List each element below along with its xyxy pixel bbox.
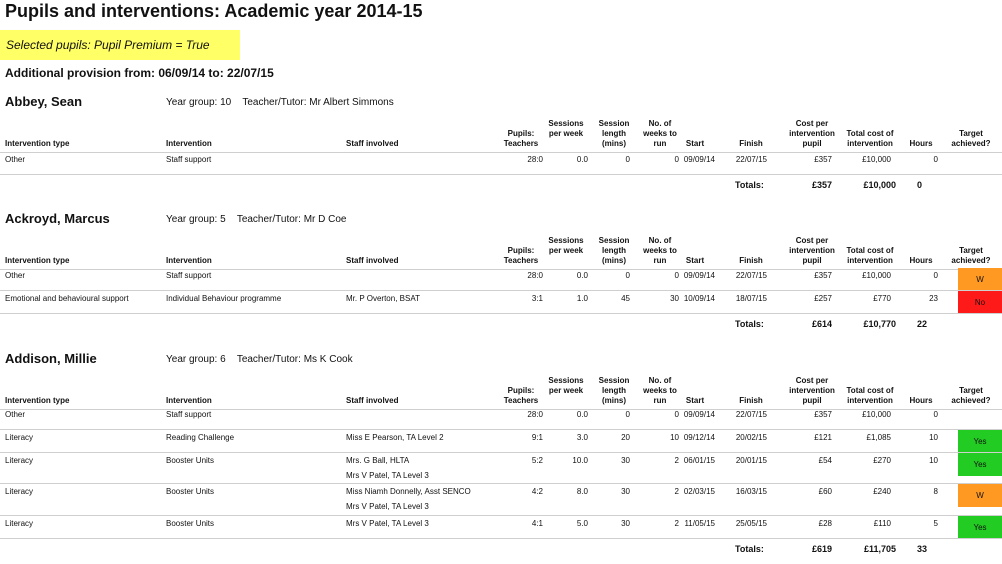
year-group: Year group: 5 xyxy=(166,214,226,225)
col-total-text: Total cost of intervention xyxy=(846,129,894,148)
cell-length: 45 xyxy=(621,294,630,303)
col-staff-text: Staff involved xyxy=(346,396,399,405)
totals-label: Totals: xyxy=(735,180,764,190)
col-finish-text: Finish xyxy=(739,139,763,148)
col-target xyxy=(940,129,1002,149)
target-badge: Yes xyxy=(958,453,1002,476)
col-type-text: Intervention type xyxy=(5,396,70,405)
pupil-meta xyxy=(166,97,394,108)
cell-staff: Mr. P Overton, BSAT xyxy=(346,294,420,303)
col-intervention xyxy=(166,256,316,266)
col-length xyxy=(592,376,636,406)
cell-cost: £357 xyxy=(814,410,832,419)
col-total xyxy=(838,246,902,266)
col-length-text: Session length (mins) xyxy=(598,236,630,265)
col-cost xyxy=(783,119,841,149)
cell-total: £10,000 xyxy=(862,410,891,419)
cell-start: 06/01/15 xyxy=(683,456,715,465)
col-staff xyxy=(346,256,496,266)
cell-staff: Mrs V Patel, TA Level 3 xyxy=(346,471,429,480)
col-target xyxy=(940,246,1002,266)
col-hours-text: Hours xyxy=(909,139,933,148)
col-length xyxy=(592,236,636,266)
cell-start: 10/09/14 xyxy=(683,294,715,303)
col-hours-text: Hours xyxy=(909,256,933,265)
row-divider xyxy=(0,538,1002,539)
col-intervention-text: Intervention xyxy=(166,396,212,405)
cell-cost: £357 xyxy=(814,271,832,280)
cell-hours: 10 xyxy=(929,433,938,442)
cell-intervention: Reading Challenge xyxy=(166,433,235,442)
cell-total: £240 xyxy=(873,487,891,496)
totals-total: £10,000 xyxy=(863,180,896,190)
teacher-tutor: Teacher/Tutor: Ms K Cook xyxy=(236,354,353,365)
cell-ratio: 5:2 xyxy=(531,456,543,465)
col-sessions-text: Sessions per week xyxy=(548,376,584,395)
cell-sessions: 1.0 xyxy=(576,294,588,303)
col-ratio xyxy=(496,386,546,406)
meta-spacer xyxy=(226,214,237,225)
cell-staff: Miss Niamh Donnelly, Asst SENCO xyxy=(346,487,471,496)
cell-ratio: 28:0 xyxy=(527,155,543,164)
cell-length: 30 xyxy=(621,487,630,496)
cell-ratio: 9:1 xyxy=(531,433,543,442)
col-cost-text: Cost per intervention pupil xyxy=(789,119,835,148)
cell-intervention-type: Literacy xyxy=(5,519,34,528)
row-divider xyxy=(0,174,1002,175)
cell-weeks: 0 xyxy=(674,271,679,280)
col-target xyxy=(940,386,1002,406)
totals-total: £10,770 xyxy=(863,319,896,329)
cell-intervention-type: Other xyxy=(5,271,26,280)
col-staff xyxy=(346,396,496,406)
cell-weeks: 2 xyxy=(674,519,679,528)
cell-start: 09/09/14 xyxy=(683,410,715,419)
cell-total: £1,085 xyxy=(866,433,891,442)
col-intervention xyxy=(166,396,316,406)
totals-cost: £614 xyxy=(811,319,832,329)
cell-cost: £357 xyxy=(814,155,832,164)
col-finish-text: Finish xyxy=(739,396,763,405)
col-cost-text: Cost per intervention pupil xyxy=(789,236,835,265)
col-cost xyxy=(783,376,841,406)
cell-intervention-type: Literacy xyxy=(5,456,34,465)
cell-sessions: 10.0 xyxy=(572,456,588,465)
cell-intervention: Booster Units xyxy=(166,487,215,496)
col-type xyxy=(5,139,155,149)
col-finish xyxy=(733,139,769,149)
cell-ratio: 3:1 xyxy=(531,294,543,303)
col-staff xyxy=(346,139,496,149)
col-total-text: Total cost of intervention xyxy=(846,386,894,405)
cell-total: £10,000 xyxy=(862,155,891,164)
col-total-text: Total cost of intervention xyxy=(846,246,894,265)
target-badge: No xyxy=(958,291,1002,314)
totals-hours: 22 xyxy=(917,319,928,329)
cell-hours: 0 xyxy=(933,155,938,164)
col-hours xyxy=(903,256,939,266)
cell-intervention: Staff support xyxy=(166,155,212,164)
cell-intervention-type: Literacy xyxy=(5,487,34,496)
cell-hours: 5 xyxy=(933,519,938,528)
cell-start: 09/09/14 xyxy=(683,155,715,164)
cell-start: 02/03/15 xyxy=(683,487,715,496)
col-hours xyxy=(903,396,939,406)
cell-staff: Miss E Pearson, TA Level 2 xyxy=(346,433,444,442)
pupil-meta xyxy=(166,214,346,225)
totals-label: Totals: xyxy=(735,319,764,329)
target-badge: Yes xyxy=(958,430,1002,453)
pupil-name: Ackroyd, Marcus xyxy=(5,211,110,226)
cell-sessions: 0.0 xyxy=(576,410,588,419)
cell-length: 20 xyxy=(621,433,630,442)
col-staff-text: Staff involved xyxy=(346,256,399,265)
row-divider xyxy=(0,429,1002,430)
col-type-text: Intervention type xyxy=(5,256,70,265)
cell-weeks: 0 xyxy=(674,410,679,419)
col-intervention xyxy=(166,139,316,149)
totals-label: Totals: xyxy=(735,544,764,554)
cell-cost: £28 xyxy=(818,519,832,528)
cell-sessions: 5.0 xyxy=(576,519,588,528)
col-cost-text: Cost per intervention pupil xyxy=(789,376,835,405)
cell-sessions: 3.0 xyxy=(576,433,588,442)
cell-sessions: 0.0 xyxy=(576,271,588,280)
target-badge: Yes xyxy=(958,516,1002,539)
col-weeks-text: No. of weeks to run xyxy=(643,119,677,148)
col-hours-text: Hours xyxy=(909,396,933,405)
cell-intervention: Staff support xyxy=(166,410,212,419)
col-target-text: Target achieved? xyxy=(951,246,991,265)
col-target-text: Target achieved? xyxy=(951,386,991,405)
cell-cost: £54 xyxy=(818,456,832,465)
cell-cost: £121 xyxy=(814,433,832,442)
col-length xyxy=(592,119,636,149)
cell-total: £110 xyxy=(873,519,891,528)
row-divider xyxy=(0,290,1002,291)
cell-length: 0 xyxy=(625,155,630,164)
col-start-text: Start xyxy=(685,256,705,265)
totals-hours: 0 xyxy=(917,180,923,190)
cell-finish: 20/02/15 xyxy=(735,433,767,442)
totals-hours: 33 xyxy=(917,544,928,554)
cell-finish: 16/03/15 xyxy=(735,487,767,496)
cell-finish: 22/07/15 xyxy=(735,155,767,164)
cell-intervention-type: Emotional and behavioural support xyxy=(5,294,129,303)
meta-spacer xyxy=(226,354,237,365)
pupil-name: Abbey, Sean xyxy=(5,94,83,109)
col-sessions xyxy=(542,119,590,139)
cell-hours: 23 xyxy=(929,294,938,303)
cell-finish: 25/05/15 xyxy=(735,519,767,528)
row-divider xyxy=(0,483,1002,484)
col-ratio-text: Pupils: Teachers xyxy=(503,246,539,265)
filter-banner: Selected pupils: Pupil Premium = True xyxy=(0,30,240,60)
col-ratio-text: Pupils: Teachers xyxy=(503,129,539,148)
cell-weeks: 0 xyxy=(674,155,679,164)
cell-ratio: 28:0 xyxy=(527,410,543,419)
col-finish xyxy=(733,396,769,406)
col-weeks xyxy=(641,376,679,406)
col-sessions xyxy=(542,376,590,396)
cell-length: 30 xyxy=(621,519,630,528)
cell-hours: 8 xyxy=(933,487,938,496)
year-group: Year group: 10 xyxy=(166,97,232,108)
teacher-tutor: Teacher/Tutor: Mr D Coe xyxy=(236,214,347,225)
cell-cost: £60 xyxy=(818,487,832,496)
pupil-name: Addison, Millie xyxy=(5,351,97,366)
cell-weeks: 30 xyxy=(670,294,679,303)
col-sessions-text: Sessions per week xyxy=(548,119,584,138)
col-total xyxy=(838,129,902,149)
col-finish-text: Finish xyxy=(739,256,763,265)
meta-spacer xyxy=(231,97,242,108)
cell-finish: 22/07/15 xyxy=(735,271,767,280)
target-badge: W xyxy=(958,268,1002,291)
cell-ratio: 4:2 xyxy=(531,487,543,496)
cell-finish: 22/07/15 xyxy=(735,410,767,419)
cell-weeks: 10 xyxy=(670,433,679,442)
col-length-text: Session length (mins) xyxy=(598,376,630,405)
cell-hours: 0 xyxy=(933,271,938,280)
cell-start: 09/12/14 xyxy=(683,433,715,442)
year-group: Year group: 6 xyxy=(166,354,226,365)
cell-start: 11/05/15 xyxy=(684,519,715,528)
report-title: Pupils and interventions: Academic year 2014-15 xyxy=(5,1,423,21)
cell-total: £770 xyxy=(873,294,891,303)
col-weeks xyxy=(641,119,679,149)
col-intervention-text: Intervention xyxy=(166,256,212,265)
cell-length: 30 xyxy=(621,456,630,465)
col-sessions xyxy=(542,236,590,256)
cell-ratio: 28:0 xyxy=(527,271,543,280)
cell-sessions: 0.0 xyxy=(576,155,588,164)
teacher-tutor: Teacher/Tutor: Mr Albert Simmons xyxy=(242,97,394,108)
col-type xyxy=(5,396,155,406)
totals-cost: £357 xyxy=(811,180,832,190)
cell-hours: 10 xyxy=(929,456,938,465)
header-divider xyxy=(0,152,1002,153)
col-weeks xyxy=(641,236,679,266)
pupil-meta xyxy=(166,354,353,365)
provision-range: Additional provision from: 06/09/14 to: 22/07/15 xyxy=(5,66,274,80)
col-start-text: Start xyxy=(685,139,705,148)
cell-intervention: Booster Units xyxy=(166,519,215,528)
col-type-text: Intervention type xyxy=(5,139,70,148)
col-sessions-text: Sessions per week xyxy=(548,236,584,255)
row-divider xyxy=(0,313,1002,314)
col-target-text: Target achieved? xyxy=(951,129,991,148)
cell-staff: Mrs. G Ball, HLTA xyxy=(346,456,410,465)
col-cost xyxy=(783,236,841,266)
col-type xyxy=(5,256,155,266)
cell-weeks: 2 xyxy=(674,487,679,496)
cell-ratio: 4:1 xyxy=(531,519,543,528)
cell-total: £270 xyxy=(873,456,891,465)
col-hours xyxy=(903,139,939,149)
target-badge: W xyxy=(958,484,1002,507)
cell-finish: 20/01/15 xyxy=(735,456,767,465)
cell-start: 09/09/14 xyxy=(683,271,715,280)
cell-length: 0 xyxy=(625,410,630,419)
cell-staff: Mrs V Patel, TA Level 3 xyxy=(346,502,429,511)
cell-finish: 18/07/15 xyxy=(735,294,767,303)
totals-cost: £619 xyxy=(811,544,832,554)
cell-weeks: 2 xyxy=(674,456,679,465)
cell-hours: 0 xyxy=(933,410,938,419)
col-start xyxy=(680,139,710,149)
col-staff-text: Staff involved xyxy=(346,139,399,148)
cell-length: 0 xyxy=(625,271,630,280)
col-start-text: Start xyxy=(685,396,705,405)
col-weeks-text: No. of weeks to run xyxy=(643,236,677,265)
col-ratio-text: Pupils: Teachers xyxy=(503,386,539,405)
cell-total: £10,000 xyxy=(862,271,891,280)
col-length-text: Session length (mins) xyxy=(598,119,630,148)
row-divider xyxy=(0,452,1002,453)
row-divider xyxy=(0,515,1002,516)
totals-total: £11,705 xyxy=(863,544,896,554)
cell-intervention: Individual Behaviour programme xyxy=(166,294,282,303)
col-total xyxy=(838,386,902,406)
col-intervention-text: Intervention xyxy=(166,139,212,148)
col-start xyxy=(680,256,710,266)
col-ratio xyxy=(496,246,546,266)
cell-cost: £257 xyxy=(814,294,832,303)
col-weeks-text: No. of weeks to run xyxy=(643,376,677,405)
col-start xyxy=(680,396,710,406)
col-finish xyxy=(733,256,769,266)
cell-intervention-type: Other xyxy=(5,410,26,419)
cell-sessions: 8.0 xyxy=(576,487,588,496)
cell-staff: Mrs V Patel, TA Level 3 xyxy=(346,519,429,528)
cell-intervention-type: Other xyxy=(5,155,26,164)
cell-intervention: Booster Units xyxy=(166,456,215,465)
col-ratio xyxy=(496,129,546,149)
cell-intervention-type: Literacy xyxy=(5,433,34,442)
cell-intervention: Staff support xyxy=(166,271,212,280)
